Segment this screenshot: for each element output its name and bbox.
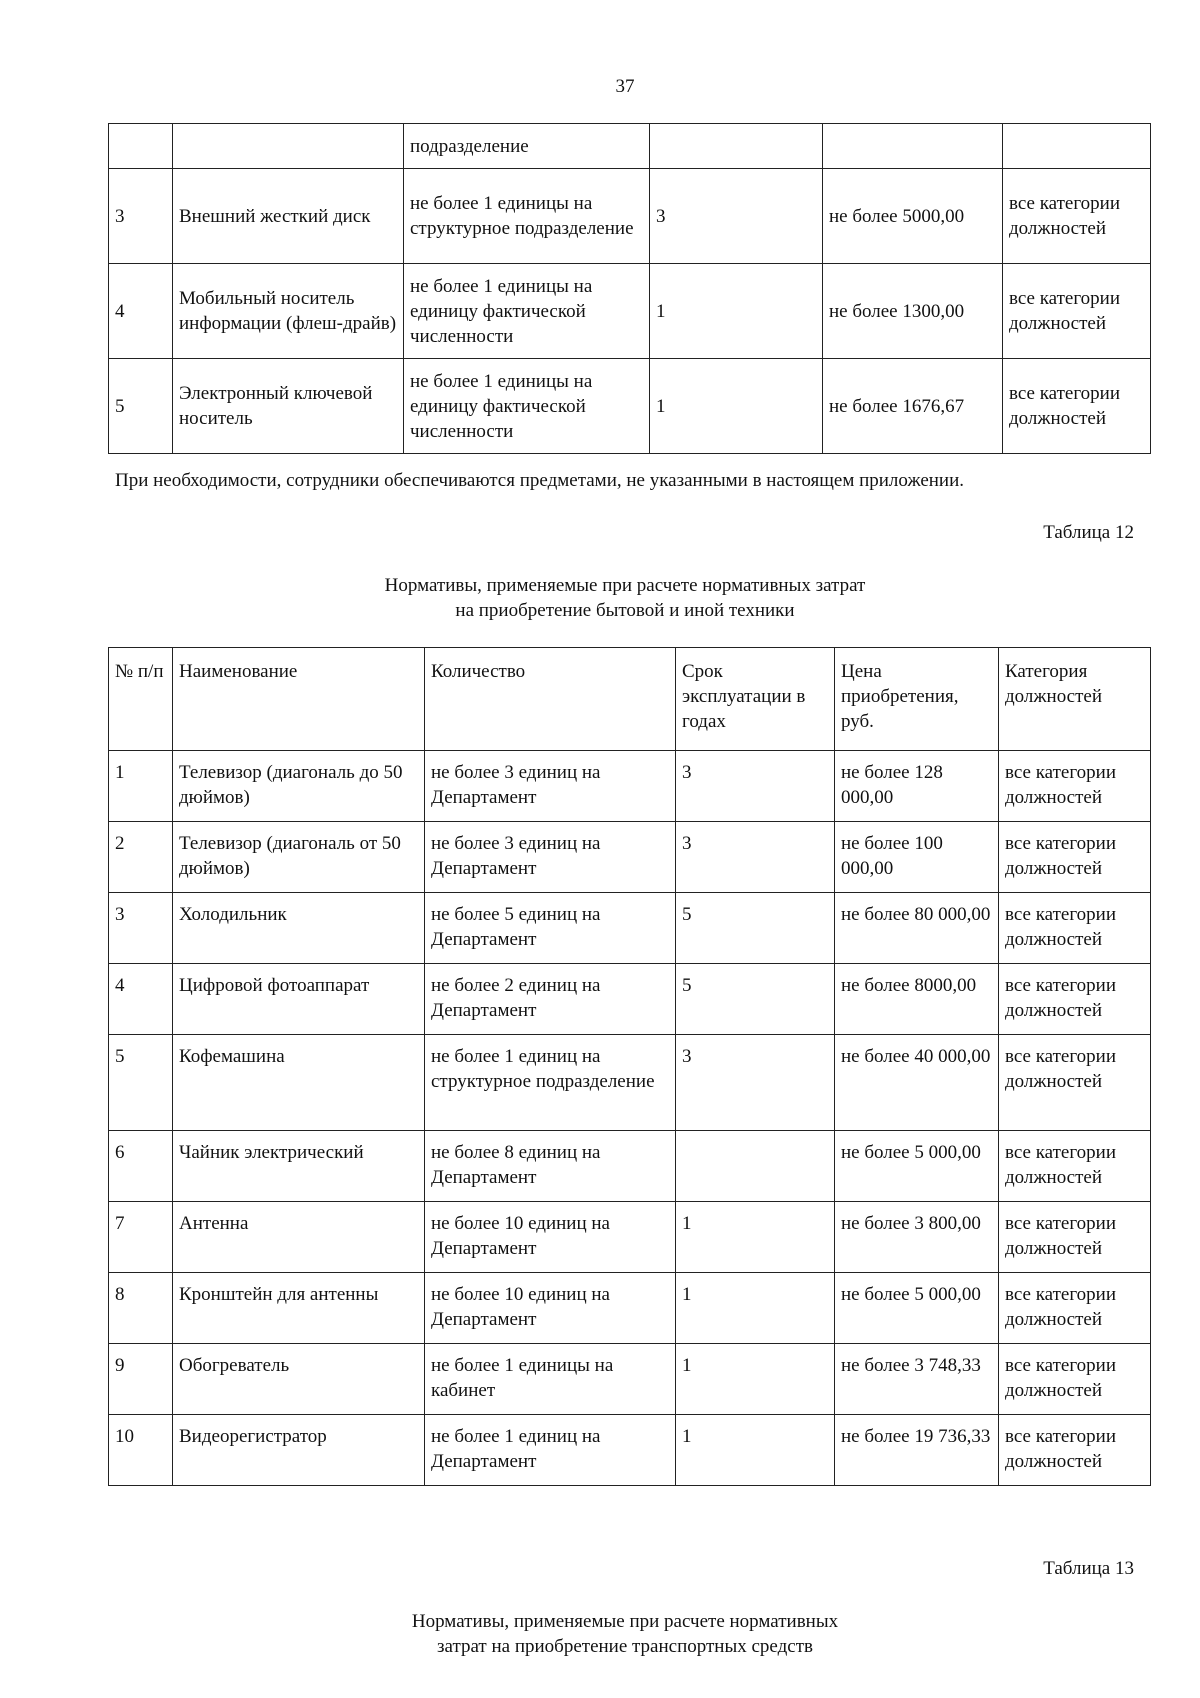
cell-price: не более 5 000,00: [835, 1131, 999, 1202]
cell-category: все категории должностей: [999, 1131, 1151, 1202]
cell-price: не более 80 000,00: [835, 893, 999, 964]
cell-name: Внешний жесткий диск: [173, 169, 404, 264]
header-number: № п/п: [109, 648, 173, 751]
page-number: 37: [615, 76, 635, 97]
table-13-label: Таблица 13: [1043, 1558, 1134, 1579]
cell-number: 2: [109, 822, 173, 893]
cell-term: 3: [676, 822, 835, 893]
cell-quantity: не более 10 единиц на Департамент: [425, 1273, 676, 1344]
caption-line: затрат на приобретение транспортных средств: [437, 1636, 813, 1657]
header-category: Категория должностей: [999, 648, 1151, 751]
table-row: [109, 893, 1151, 964]
cell-category: все категории должностей: [999, 1344, 1151, 1415]
cell-number: 3: [109, 893, 173, 964]
table-12-caption: [0, 573, 1200, 623]
cell-term: [650, 124, 823, 169]
cell-name: Антенна: [173, 1202, 425, 1273]
cell-category: все категории должностей: [999, 751, 1151, 822]
cell-quantity: подразделение: [404, 124, 650, 169]
table-row: [109, 1035, 1151, 1131]
cell-term: 1: [676, 1415, 835, 1486]
cell-category: все категории должностей: [999, 1202, 1151, 1273]
cell-price: не более 5 000,00: [835, 1273, 999, 1344]
cell-category: все категории должностей: [999, 964, 1151, 1035]
table-header-row: [109, 648, 1151, 751]
cell-price: не более 3 800,00: [835, 1202, 999, 1273]
cell-price: не более 19 736,33: [835, 1415, 999, 1486]
cell-number: [109, 124, 173, 169]
cell-name: Телевизор (диагональ до 50 дюймов): [173, 751, 425, 822]
table-row: [109, 964, 1151, 1035]
cell-quantity: не более 1 единицы на единицу фактической численности: [404, 264, 650, 359]
cell-quantity: не более 1 единиц на структурное подразделение: [425, 1035, 676, 1131]
cell-name: Мобильный носитель информации (флеш-драйв): [173, 264, 404, 359]
cell-name: Электронный ключевой носитель: [173, 359, 404, 454]
cell-category: все категории должностей: [999, 1035, 1151, 1131]
cell-number: 8: [109, 1273, 173, 1344]
cell-quantity: не более 3 единиц на Департамент: [425, 751, 676, 822]
cell-quantity: не более 1 единиц на Департамент: [425, 1415, 676, 1486]
caption-line: Нормативы, применяемые при расчете нормативных затрат: [384, 575, 866, 596]
cell-name: Чайник электрический: [173, 1131, 425, 1202]
table-row: [109, 1131, 1151, 1202]
cell-term: 1: [676, 1273, 835, 1344]
cell-price: не более 3 748,33: [835, 1344, 999, 1415]
cell-category: [1003, 124, 1151, 169]
table-row: [109, 751, 1151, 822]
cell-term: 1: [650, 359, 823, 454]
cell-quantity: не более 8 единиц на Департамент: [425, 1131, 676, 1202]
cell-number: 3: [109, 169, 173, 264]
cell-category: все категории должностей: [1003, 264, 1151, 359]
cell-number: 9: [109, 1344, 173, 1415]
table-row: [109, 1202, 1151, 1273]
table-12: [108, 647, 1151, 1486]
cell-term: [676, 1131, 835, 1202]
table-row: [109, 1344, 1151, 1415]
table-row: [109, 124, 1151, 169]
cell-term: 1: [650, 264, 823, 359]
cell-quantity: не более 1 единицы на структурное подразделение: [404, 169, 650, 264]
cell-term: 5: [676, 893, 835, 964]
cell-price: не более 40 000,00: [835, 1035, 999, 1131]
cell-term: 3: [676, 751, 835, 822]
cell-name: Цифровой фотоаппарат: [173, 964, 425, 1035]
cell-price: не более 1676,67: [823, 359, 1003, 454]
table-row: [109, 822, 1151, 893]
caption-line: на приобретение бытовой и иной техники: [455, 600, 795, 621]
cell-name: Видеорегистратор: [173, 1415, 425, 1486]
cell-name: Кронштейн для антенны: [173, 1273, 425, 1344]
cell-name: Холодильник: [173, 893, 425, 964]
header-term: Срок эксплуатации в годах: [676, 648, 835, 751]
cell-quantity: не более 3 единиц на Департамент: [425, 822, 676, 893]
table-row: [109, 1273, 1151, 1344]
table-13-caption: [0, 1609, 1200, 1659]
cell-term: 3: [650, 169, 823, 264]
cell-number: 7: [109, 1202, 173, 1273]
table-12-label: Таблица 12: [1043, 522, 1134, 543]
cell-category: все категории должностей: [999, 822, 1151, 893]
cell-quantity: не более 5 единиц на Департамент: [425, 893, 676, 964]
cell-name: Обогреватель: [173, 1344, 425, 1415]
table-row: [109, 169, 1151, 264]
cell-number: 4: [109, 964, 173, 1035]
cell-price: не более 8000,00: [835, 964, 999, 1035]
header-name: Наименование: [173, 648, 425, 751]
cell-price: не более 100 000,00: [835, 822, 999, 893]
table-row: [109, 1415, 1151, 1486]
table-row: [109, 264, 1151, 359]
note-text: При необходимости, сотрудники обеспечиваются предметами, не указанными в настоящем приложении.: [115, 470, 965, 491]
cell-number: 5: [109, 1035, 173, 1131]
cell-price: не более 128 000,00: [835, 751, 999, 822]
header-quantity: Количество: [425, 648, 676, 751]
cell-price: не более 5000,00: [823, 169, 1003, 264]
cell-category: все категории должностей: [1003, 169, 1151, 264]
cell-number: 5: [109, 359, 173, 454]
cell-number: 10: [109, 1415, 173, 1486]
table-row: [109, 359, 1151, 454]
table-11-continuation: [108, 123, 1151, 454]
cell-category: все категории должностей: [999, 893, 1151, 964]
cell-category: все категории должностей: [999, 1273, 1151, 1344]
cell-quantity: не более 1 единицы на кабинет: [425, 1344, 676, 1415]
cell-category: все категории должностей: [1003, 359, 1151, 454]
cell-category: все категории должностей: [999, 1415, 1151, 1486]
cell-name: [173, 124, 404, 169]
cell-name: Телевизор (диагональ от 50 дюймов): [173, 822, 425, 893]
cell-term: 3: [676, 1035, 835, 1131]
cell-quantity: не более 10 единиц на Департамент: [425, 1202, 676, 1273]
cell-number: 6: [109, 1131, 173, 1202]
cell-number: 4: [109, 264, 173, 359]
cell-price: не более 1300,00: [823, 264, 1003, 359]
cell-term: 1: [676, 1202, 835, 1273]
cell-term: 1: [676, 1344, 835, 1415]
header-price: Цена приобретения, руб.: [835, 648, 999, 751]
cell-name: Кофемашина: [173, 1035, 425, 1131]
caption-line: Нормативы, применяемые при расчете нормативных: [411, 1611, 839, 1632]
cell-quantity: не более 1 единицы на единицу фактической численности: [404, 359, 650, 454]
cell-number: 1: [109, 751, 173, 822]
cell-price: [823, 124, 1003, 169]
cell-quantity: не более 2 единиц на Департамент: [425, 964, 676, 1035]
cell-term: 5: [676, 964, 835, 1035]
